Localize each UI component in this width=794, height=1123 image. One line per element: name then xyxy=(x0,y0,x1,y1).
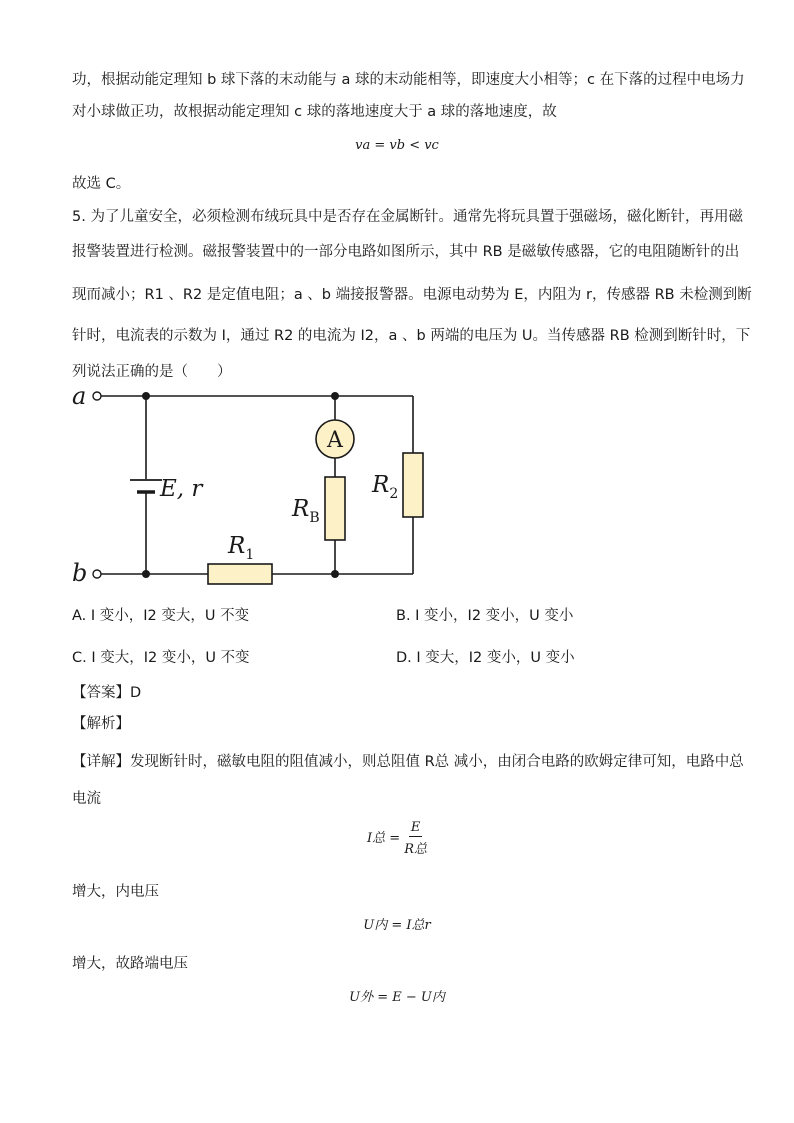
source-label: E, r xyxy=(160,476,203,502)
velocity-equation: va = vb < vc xyxy=(355,138,439,153)
eq1-lhs: I总 = xyxy=(366,831,401,846)
resistor-r1 xyxy=(208,564,272,584)
prev-line-2: 对小球做正功，故根据动能定理知 c 球的落地速度大于 a 球的落地速度，故 xyxy=(72,104,557,120)
r1-label: $R_1$ xyxy=(228,533,255,563)
prev-conclusion: 故选 C。 xyxy=(72,176,131,192)
eq1-denominator: R总 xyxy=(404,842,428,857)
question-line-3: 现而减小；R1 、R2 是定值电阻；a 、b 端接报警器。电源电动势为 E，内阻为 r，传感器 RB 未检测到断 xyxy=(72,287,752,303)
ammeter-label: A xyxy=(327,428,343,453)
junction-dot xyxy=(331,570,339,578)
detail-line-4: 增大，故路端电压 xyxy=(72,956,188,972)
equation-internal-voltage: U内 = I总r xyxy=(363,918,431,933)
equation-terminal-voltage: U外 = E − U内 xyxy=(349,990,445,1005)
question-line-4: 针时，电流表的示数为 I，通过 R2 的电流为 I2，a 、b 两端的电压为 U。当传感器 RB 检测到断针时，下 xyxy=(72,328,751,344)
resistor-rb xyxy=(325,477,345,540)
eq1-numerator: E xyxy=(410,820,421,835)
terminal-a-label: a xyxy=(72,382,87,410)
terminal-a xyxy=(93,392,101,400)
question-line-2: 报警装置进行检测。磁报警装置中的一部分电路如图所示，其中 RB 是磁敏传感器，它的电阻随断针的出 xyxy=(72,244,740,260)
terminal-b-label: b xyxy=(72,559,88,587)
option-a: A. I 变小，I2 变大，U 不变 xyxy=(72,608,250,624)
question-number: 5. xyxy=(72,209,86,225)
option-d: D. I 变大，I2 变小，U 变小 xyxy=(396,650,575,666)
junction-dot xyxy=(331,392,339,400)
question-line-5: 列说法正确的是（ ） xyxy=(72,364,232,380)
detail-line-3: 增大，内电压 xyxy=(72,884,159,900)
answer: 【答案】D xyxy=(72,685,142,701)
detail-line-1: 【详解】发现断针时，磁敏电阻的阻值减小，则总阻值 R总 减小，由闭合电路的欧姆定律可知，电路中总 xyxy=(72,754,744,770)
equation-total-current xyxy=(0,820,794,857)
option-c: C. I 变大，I2 变小，U 不变 xyxy=(72,650,250,666)
eq1-fraction xyxy=(404,820,427,857)
analysis-label: 【解析】 xyxy=(72,716,130,732)
prev-line-1: 功，根据动能定理知 b 球下落的末动能与 a 球的末动能相等，即速度大小相等；c 在下落的过程中电场力 xyxy=(72,72,745,88)
terminal-b xyxy=(93,570,101,578)
resistor-r2 xyxy=(403,453,423,517)
question-text-1: 为了儿童安全，必须检测布绒玩具中是否存在金属断针。通常先将玩具置于强磁场，磁化断针，再用磁 xyxy=(90,209,743,225)
junction-dot xyxy=(142,570,150,578)
circuit-diagram xyxy=(60,378,440,588)
detail-line-2: 电流 xyxy=(72,791,101,807)
junction-dot xyxy=(142,392,150,400)
option-b: B. I 变小，I2 变小，U 变小 xyxy=(396,608,574,624)
question-line-1 xyxy=(72,205,743,226)
rb-label: $R_B$ xyxy=(292,496,320,526)
r2-label: $R_2$ xyxy=(372,472,399,502)
